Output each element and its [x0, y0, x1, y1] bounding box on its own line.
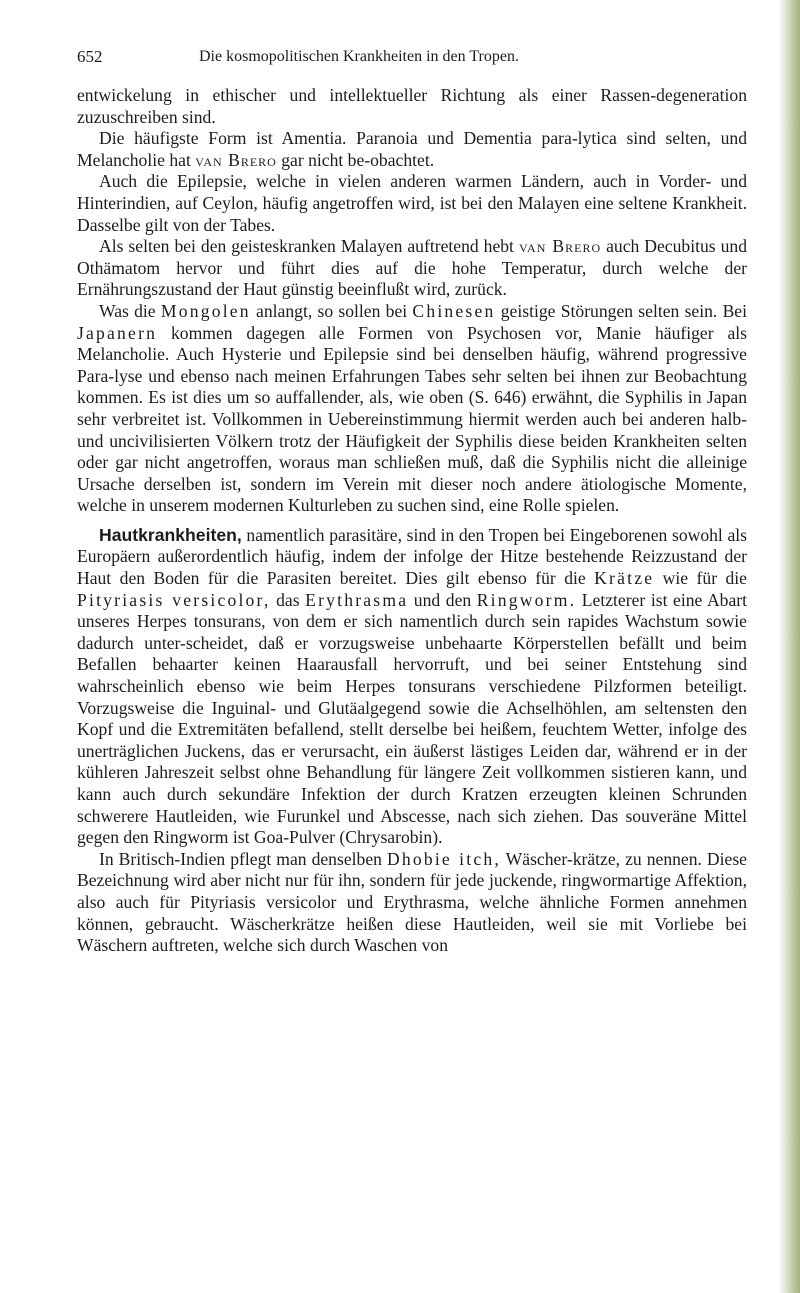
running-title: Die kosmopolitischen Krankheiten in den Tropen. [199, 48, 519, 65]
paragraph-5-text-b: anlangt, so sollen bei [250, 300, 413, 321]
paragraph-6 [77, 525, 747, 849]
section-heading: Hautkrankheiten, [99, 524, 242, 545]
paragraph-2 [77, 128, 747, 171]
paragraph-7-text-a: In Britisch-Indien pflegt man denselben [99, 848, 387, 869]
emphasis-kraetze: Krätze [594, 568, 655, 589]
paragraph-7 [77, 849, 747, 957]
page-number: 652 [77, 47, 103, 66]
paragraph-1-text: entwickelung in ethischer und intellektueller Richtung als einer Rassen-degeneration zuzuschreiben sind. [77, 85, 747, 127]
body-text [77, 85, 747, 957]
paragraph-2-text-b: gar nicht be-obachtet. [276, 149, 435, 170]
paragraph-2-text-a: Die häufigste Form ist Amentia. Paranoia und Dementia para-lytica sind selten, und Melancholie hat [77, 128, 747, 170]
paragraph-4 [77, 236, 747, 301]
paragraph-6-text-b: wie für die [654, 568, 747, 589]
paragraph-4-text-b: auch Decubitus und Othämatom hervor und führt dies auf die hohe Temperatur, durch welche der Ernährungszustand der Haut günstig beeinflußt wird, zurück. [77, 236, 747, 300]
emphasis-mongolen: Mongolen [160, 300, 251, 321]
paragraph-6-text-d: und den [408, 589, 477, 610]
emphasis-chinesen: Chinesen [412, 300, 496, 321]
paragraph-4-text-a: Als selten bei den geisteskranken Malayen auftretend hebt [99, 236, 519, 257]
page-edge-shadow [778, 0, 800, 1293]
emphasis-erythrasma: Erythrasma [305, 589, 409, 610]
paragraph-3-text: Auch die Epilepsie, welche in vielen anderen warmen Ländern, auch in Vorder- und Hinterindien, auf Ceylon, häufig angetroffen wird, ist bei den Malayen eine seltene Krankheit. Dasselbe gilt von der Tabes. [77, 171, 747, 235]
paragraph-5-text-d: kommen dagegen alle Formen von Psychosen vor, Manie häufiger als Melancholie. Auch Hysterie und Epilepsie sind bei denselben häufig, während progressive Para-lyse und ebenso nach meinen Erfahrungen Tabes sehr selten bei ihnen zur Beobachtung kommen. Es ist dies um so auffallender, als, wie oben (S. 646) erwähnt, die Syphilis in Japan sehr verbreitet ist. Vollkommen in Uebereinstimmung hiermit werden auch bei anderen halb- und uncivilisierten Völkern trotz der Häufigkeit der Syphilis diese beiden Krankheiten selten oder gar nicht angetroffen, woraus man schließen muß, daß die Syphilis nicht die alleinige Ursache derselben ist, sondern im Verein mit dieser noch andere ätiologische Momente, welche in unserem modernen Kulturleben zu suchen sind, eine Rolle spielen. [77, 322, 747, 516]
emphasis-dhobie-itch: Dhobie itch, [386, 848, 501, 869]
paragraph-6-text-a: namentlich parasitäre, sind in den Tropen bei Eingeborenen sowohl als Europäern außerordentlich häufig, indem der infolge der Hitze bestehende Reizzustand der Haut den Boden für die Parasiten bereitet. Dies gilt ebenso für die [77, 524, 747, 589]
author-name: van Brero [195, 149, 277, 170]
emphasis-japanern: Japanern [77, 322, 158, 343]
paragraph-7-text-b: Wäscher-krätze, zu nennen. Diese Bezeichnung wird aber nicht nur für ihn, sondern für jede juckende, ringwormartige Affektion, also auch für Pityriasis versicolor und Erythrasma, welche ähnliche Formen annehmen können, gebraucht. Wäscherkrätze heißen diese Hautleiden, weil sie mit Vorliebe bei Wäschern auftreten, welche sich durch Waschen von [77, 848, 747, 956]
paragraph-1 [77, 85, 747, 128]
emphasis-ringworm: Ringworm. [476, 589, 577, 610]
page-header [77, 47, 757, 73]
author-name: van Brero [518, 236, 602, 257]
paragraph-5 [77, 301, 747, 517]
emphasis-pityriasis: Pityriasis versicolor, [77, 589, 271, 610]
paragraph-3 [77, 171, 747, 236]
paragraph-6-text-c: das [270, 589, 306, 610]
paragraph-6-text-e: Letzterer ist eine Abart unseres Herpes tonsurans, von dem er sich namentlich durch sein rapides Wachstum sowie dadurch unter-scheidet, daß er vorzugsweise unbehaarte Körperstellen befällt und beim Befallen behaarter keinen Haarausfall hervorruft, und bei seiner Entstehung sind wahrscheinlich ebenso wie beim Herpes tonsurans verschiedene Pilzformen beteiligt. Vorzugsweise die Inguinal- und Glutäalgegend sowie die Achselhöhlen, am seltensten den Kopf und die Extremitäten befallend, stellt derselbe bei heißem, feuchtem Wetter, infolge des unerträglichen Juckens, das er verursacht, ein äußerst lästiges Leiden dar, während er in der kühleren Jahreszeit selbst ohne Behandlung für längere Zeit vollkommen sistieren kann, und kann auch durch sekundäre Infektion der durch Kratzen erzeugten kleinen Schrunden schwerere Hautleiden, wie Furunkel und Abscesse, nach sich ziehen. Das souveräne Mittel gegen den Ringworm ist Goa-Pulver (Chrysarobin). [77, 589, 747, 848]
paragraph-5-text-a: Was die [99, 300, 161, 321]
paragraph-5-text-c: geistige Störungen selten sein. Bei [495, 300, 748, 321]
